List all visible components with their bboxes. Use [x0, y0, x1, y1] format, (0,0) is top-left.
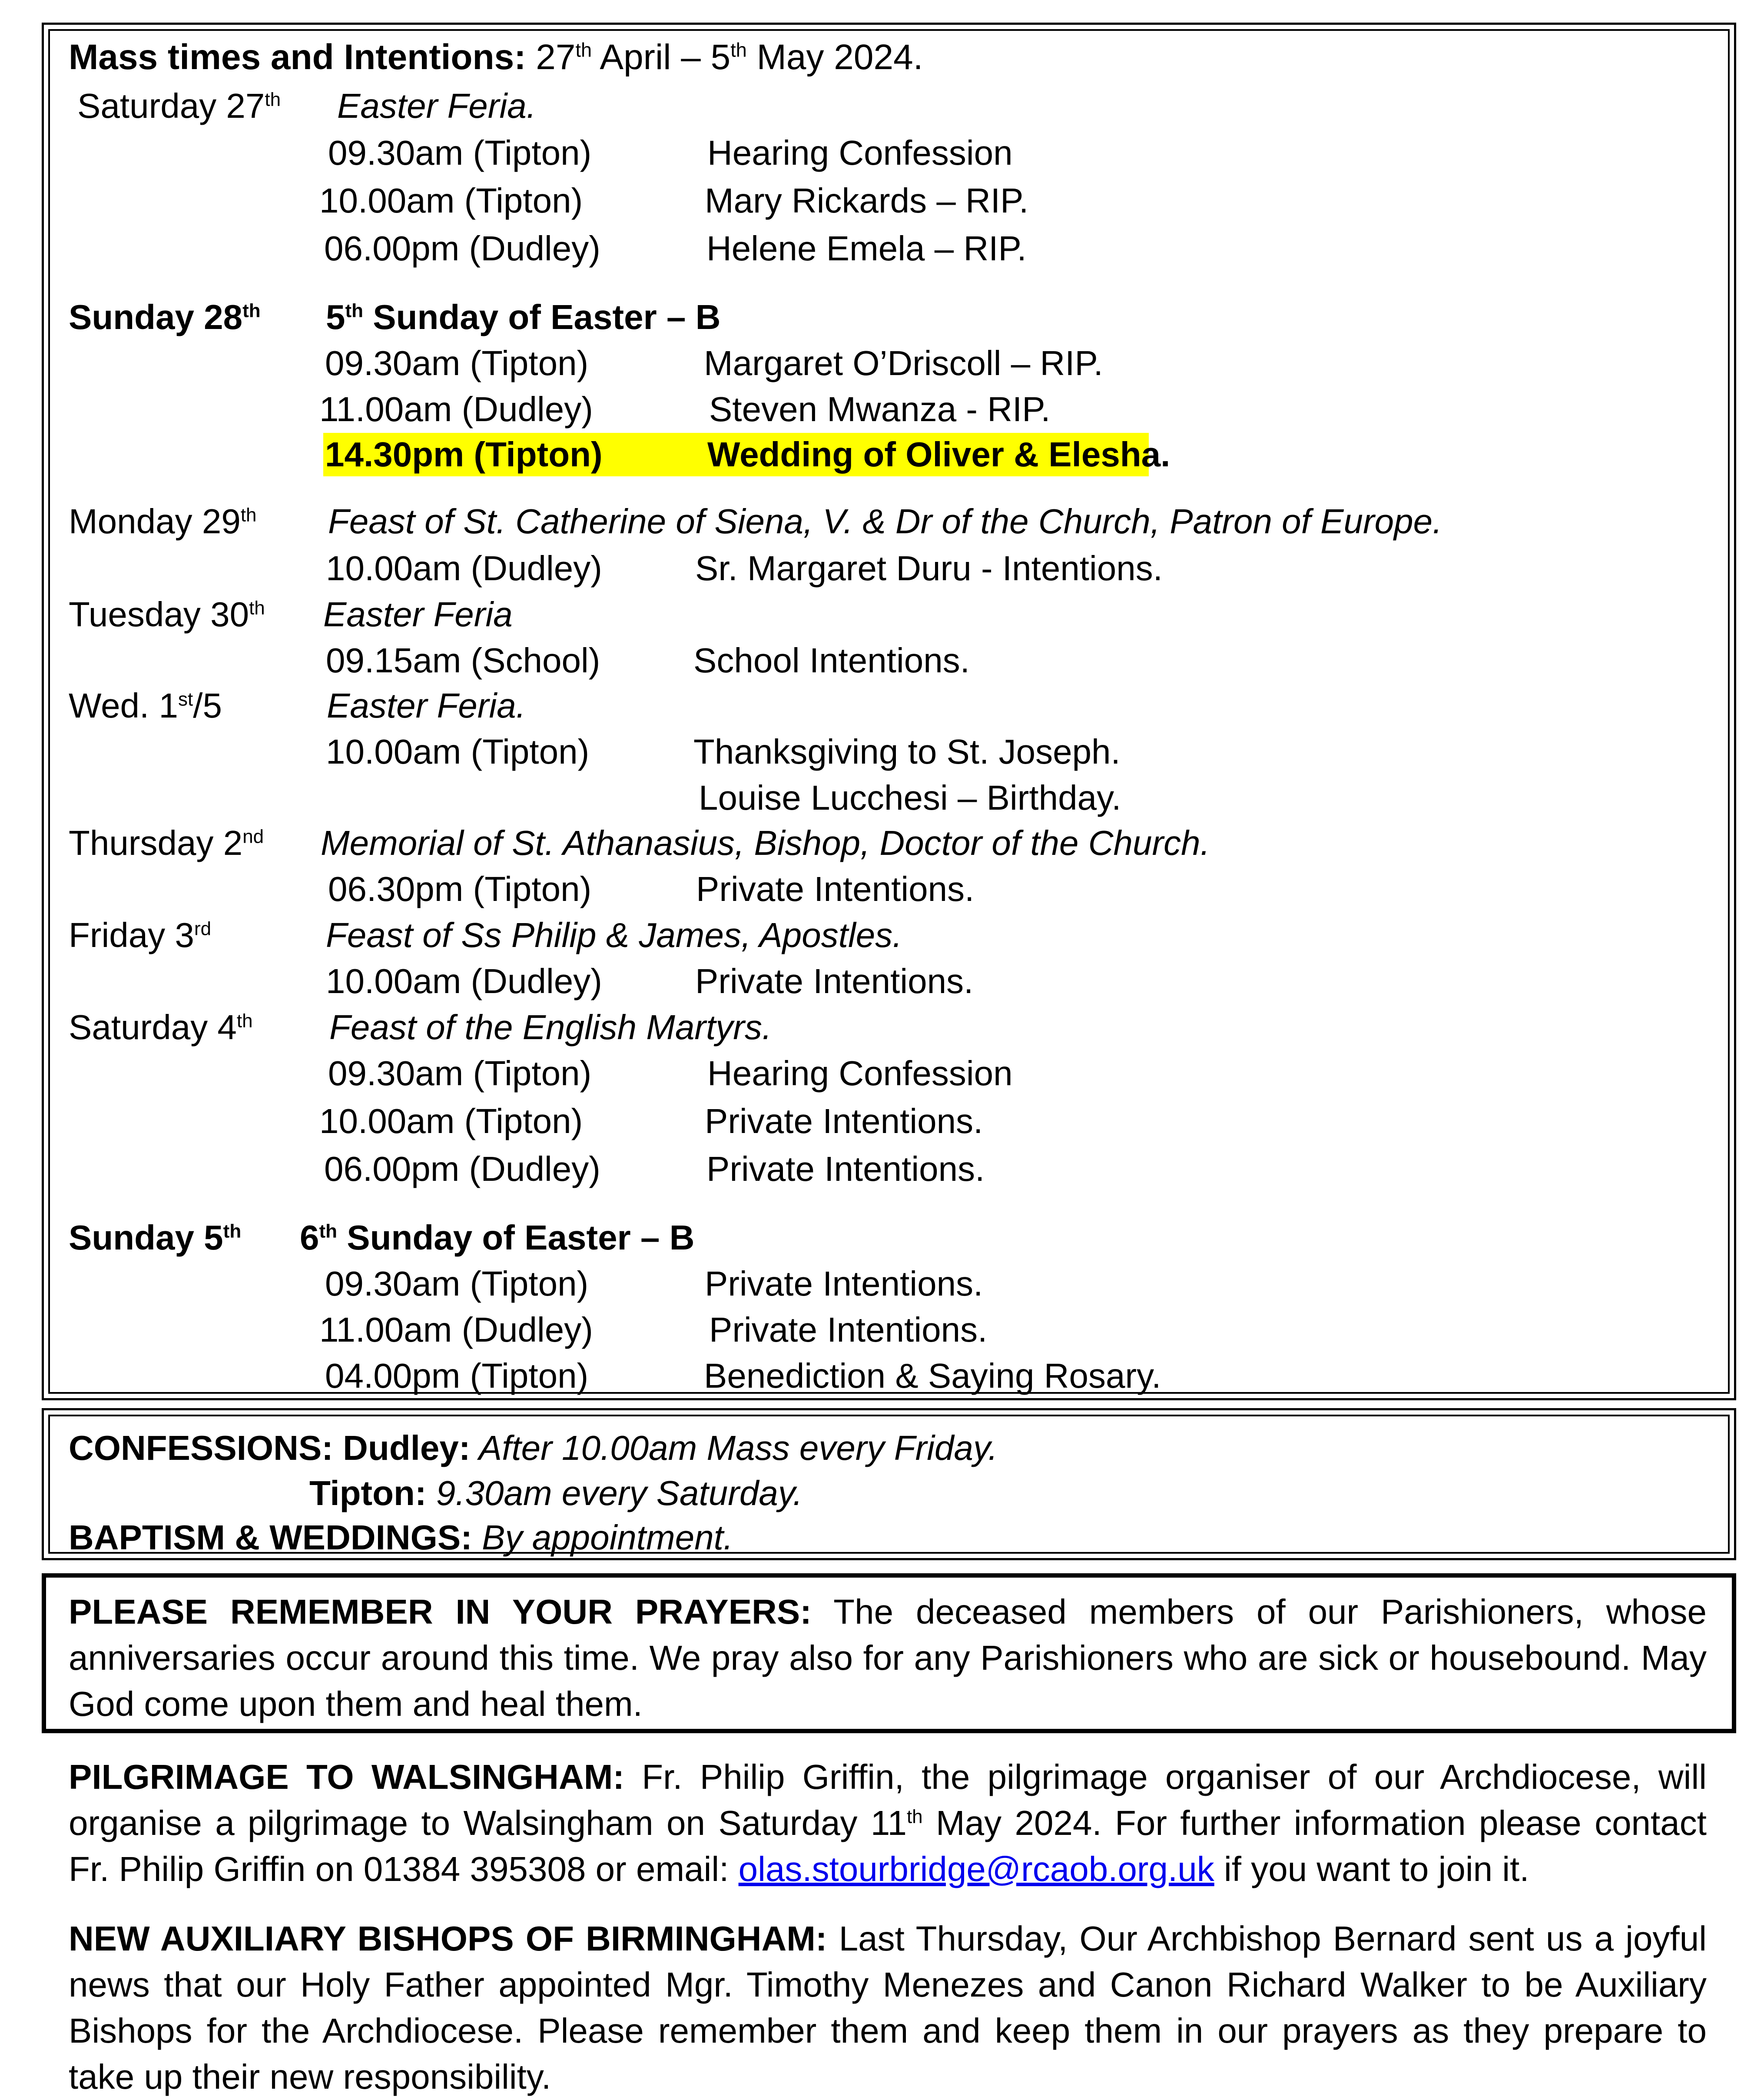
feast-name: Feast of Ss Philip & James, Apostles. [326, 916, 902, 954]
prayers-paragraph: PLEASE REMEMBER IN YOUR PRAYERS: The deceased members of our Parishioners, whose anniversaries occur around this time. We pray also for any Parishioners who are sick or housebound. May God come upon them and heal them. [69, 1592, 1707, 1723]
mass-time: 10.00am (Tipton) [319, 181, 583, 220]
email-link[interactable]: olas.stourbridge@rcaob.org.uk [738, 1850, 1214, 1888]
mass-intention: Hearing Confession [707, 133, 1013, 172]
feast-name: Memorial of St. Athanasius, Bishop, Doctor of the Church. [321, 824, 1210, 862]
bishops-paragraph: NEW AUXILIARY BISHOPS OF BIRMINGHAM: Last Thursday, Our Archbishop Bernard sent us a joyful news that our Holy Father appointed Mgr. Timothy Menezes and Canon Richard Walker to be Auxiliary Bishops for the Archdiocese. Please remember them and keep them in our prayers as they prepare to take up their new responsibility. [69, 1919, 1707, 2096]
mass-time: 10.00am (Dudley) [326, 962, 602, 1000]
baptism-weddings-line: BAPTISM & WEDDINGS: By appointment. [69, 1518, 733, 1557]
mass-time: 10.00am (Tipton) [319, 1102, 583, 1140]
feast-name: Easter Feria [323, 595, 513, 634]
mass-intention: Steven Mwanza - RIP. [709, 390, 1051, 429]
mass-intention: Hearing Confession [707, 1054, 1013, 1093]
mass-time: 09.30am (Tipton) [325, 1264, 589, 1303]
mass-time: 11.00am (Dudley) [319, 390, 593, 429]
mass-intention: Private Intentions. [705, 1264, 983, 1303]
feast-name: 6th Sunday of Easter – B [300, 1218, 695, 1257]
feast-name: Easter Feria. [327, 686, 526, 725]
mass-intention: Benediction & Saying Rosary. [704, 1356, 1161, 1395]
confessions-tipton-line: Tipton: 9.30am every Saturday. [309, 1474, 803, 1512]
mass-times-title: Mass times and Intentions: 27th April – 5th May 2024. [69, 37, 923, 77]
mass-intention: Wedding of Oliver & Elesha. [707, 435, 1170, 474]
mass-time: 14.30pm (Tipton) [325, 435, 603, 474]
day-label: Thursday 2nd [69, 824, 264, 862]
mass-intention: Thanksgiving to St. Joseph. [693, 732, 1121, 771]
mass-intention: Private Intentions. [709, 1310, 988, 1349]
mass-time: 06.30pm (Tipton) [328, 870, 592, 908]
day-label: Saturday 4th [69, 1008, 253, 1047]
mass-intention: Private Intentions. [706, 1150, 985, 1188]
feast-name: 5th Sunday of Easter – B [326, 298, 721, 336]
mass-intention: Private Intentions. [695, 962, 974, 1000]
pilgrimage-paragraph: PILGRIMAGE TO WALSINGHAM: Fr. Philip Griffin, the pilgrimage organiser of our Archdiocese, will organise a pilgrimage to Walsingham on Saturday 11th May 2024. For further information please contact Fr. Philip Griffin on 01384 395308 or email: olas.stourbridge@rcaob.org.uk if you want to join it. [69, 1758, 1707, 1888]
mass-time: 09.30am (Tipton) [325, 344, 589, 382]
mass-intention: Louise Lucchesi – Birthday. [699, 778, 1121, 817]
mass-time: 09.30am (Tipton) [328, 133, 592, 172]
mass-intention: Private Intentions. [705, 1102, 983, 1140]
day-label: Tuesday 30th [69, 595, 265, 634]
feast-name: Feast of St. Catherine of Siena, V. & Dr of the Church, Patron of Europe. [328, 502, 1442, 541]
mass-time: 11.00am (Dudley) [319, 1310, 593, 1349]
mass-intention: Sr. Margaret Duru - Intentions. [695, 549, 1163, 588]
mass-time: 10.00am (Dudley) [326, 549, 602, 588]
day-label: Monday 29th [69, 502, 257, 541]
day-label: Wed. 1st/5 [69, 686, 222, 725]
mass-intention: Margaret O’Driscoll – RIP. [704, 344, 1103, 382]
mass-time: 06.00pm (Dudley) [324, 1150, 600, 1188]
mass-time: 09.15am (School) [326, 641, 600, 680]
day-label: Friday 3rd [69, 916, 212, 954]
mass-time: 09.30am (Tipton) [328, 1054, 592, 1093]
feast-name: Easter Feria. [337, 86, 536, 125]
day-label: Sunday 28th [69, 298, 261, 336]
mass-time: 10.00am (Tipton) [326, 732, 590, 771]
mass-intention: Helene Emela – RIP. [706, 229, 1027, 268]
day-label: Saturday 27th [77, 86, 281, 125]
confessions-dudley-line: CONFESSIONS: Dudley: After 10.00am Mass every Friday. [69, 1429, 998, 1467]
mass-intention: Mary Rickards – RIP. [705, 181, 1029, 220]
mass-intention: School Intentions. [693, 641, 970, 680]
day-label: Sunday 5th [69, 1218, 242, 1257]
mass-time: 04.00pm (Tipton) [325, 1356, 589, 1395]
feast-name: Feast of the English Martyrs. [329, 1008, 772, 1047]
mass-time: 06.00pm (Dudley) [324, 229, 600, 268]
mass-intention: Private Intentions. [696, 870, 975, 908]
